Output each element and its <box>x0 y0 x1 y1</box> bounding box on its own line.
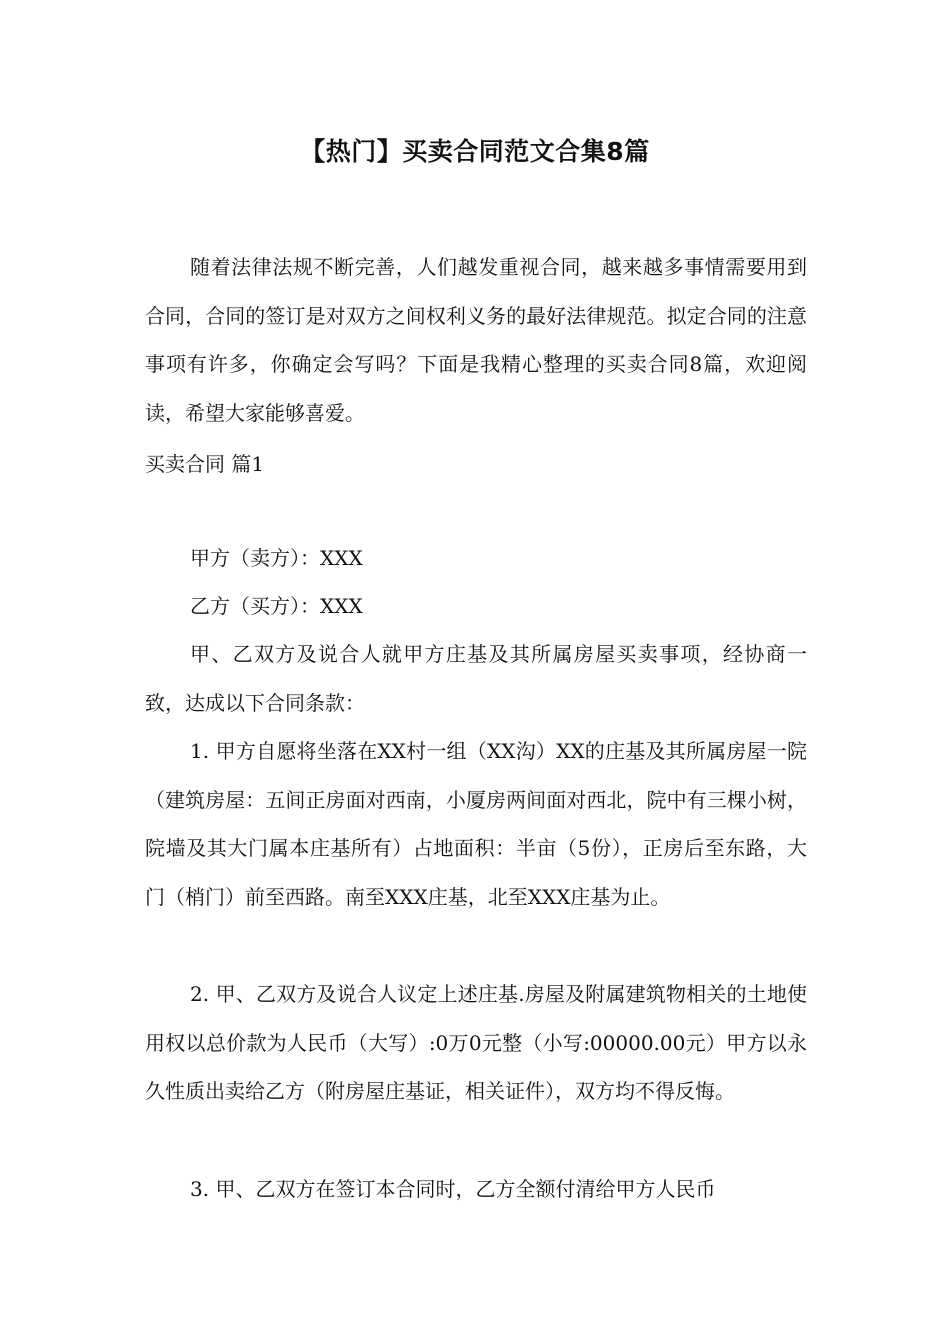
party-b-line: 乙方（买方）：XXX <box>190 594 363 618</box>
clause-3-paragraph: 3. 甲、乙双方在签订本合同时，乙方全额付清给甲方人民币 <box>190 1177 716 1201</box>
section-heading: 买卖合同 篇1 <box>145 452 265 476</box>
document-title: 【热门】买卖合同范文合集8篇 <box>300 137 650 166</box>
intro-paragraph: 随着法律法规不断完善，人们越发重视合同，越来越多事情需要用到合同，合同的签订是对双方之间权利义务的最好法律规范。拟定合同的注意事项有许多，你确定会写吗？下面是我精心整理的买卖合同8篇，欢迎阅读，希望大家能够喜爱。 <box>145 255 807 425</box>
preamble-paragraph: 甲、乙双方及说合人就甲方庄基及其所属房屋买卖事项，经协商一致，达成以下合同条款： <box>145 642 807 715</box>
clause-2-paragraph: 2. 甲、乙双方及说合人议定上述庄基.房屋及附属建筑物相关的土地使用权以总价款为人民币（大写）:0万0元整（小写:00000.00元）甲方以永久性质出卖给乙方（附房屋庄基证，相关证件），双方均不得反悔。 <box>145 982 807 1103</box>
clause-1-paragraph: 1. 甲方自愿将坐落在XX村一组（XX沟）XX的庄基及其所属房屋一院（建筑房屋：五间正房面对西南，小厦房两间面对西北，院中有三棵小树，院墙及其大门属本庄基所有）占地面积：半亩（5份），正房后至东路，大门（梢门）前至西路。南至XXX庄基，北至XXX庄基为止。 <box>145 739 807 909</box>
party-a-line: 甲方（卖方）：XXX <box>190 546 363 570</box>
